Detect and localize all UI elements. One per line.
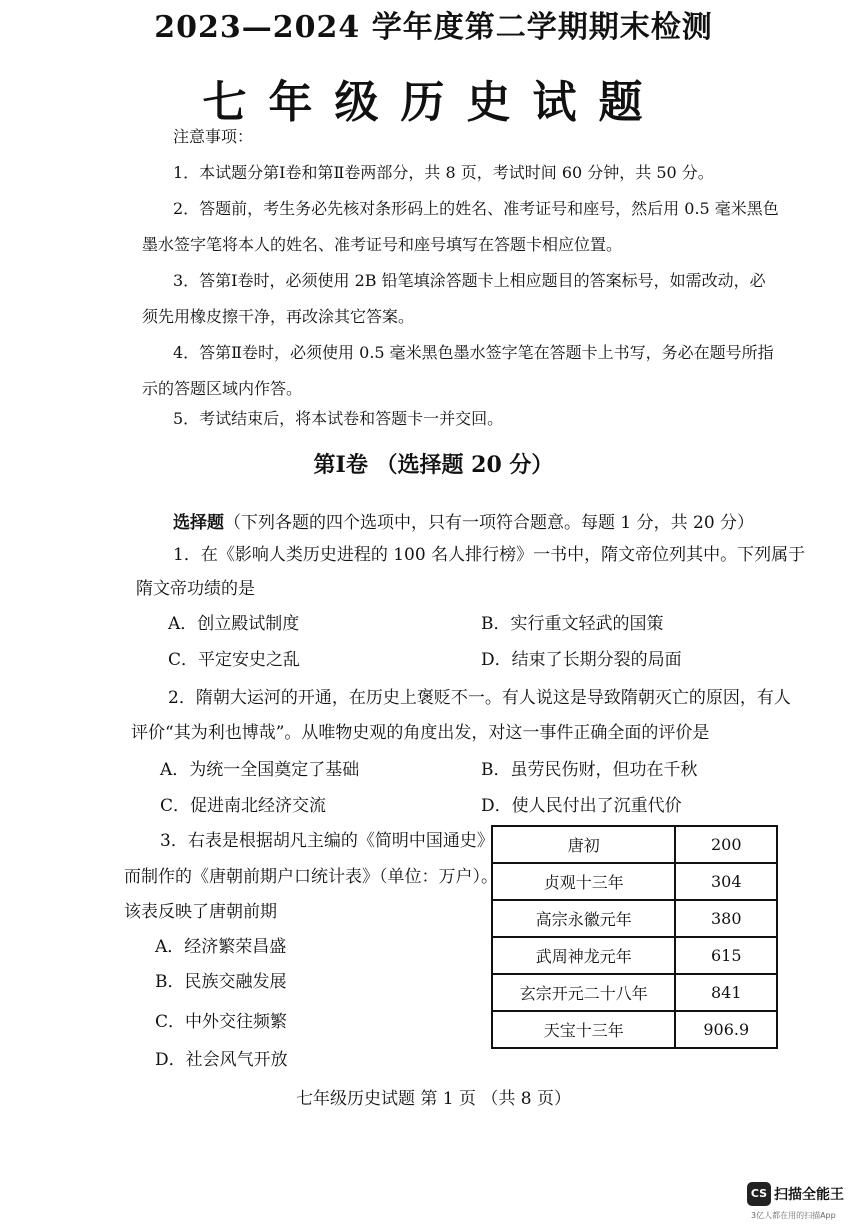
period-cell: 高宗永徽元年 bbox=[492, 900, 675, 937]
question-2-stem: 2．隋朝大运河的开通，在历史上褒贬不一。有人说这是导致隋朝灭亡的原因，有人 bbox=[168, 688, 791, 708]
table-row bbox=[492, 826, 777, 863]
question-2-option-d: D．使人民付出了沉重代价 bbox=[481, 796, 682, 816]
question-3-option-a: A．经济繁荣昌盛 bbox=[155, 937, 287, 957]
question-1-option-d: D．结束了长期分裂的局面 bbox=[481, 650, 682, 670]
instruction-text: （下列各题的四个选项中，只有一项符合题意。每题 1 分，共 20 分） bbox=[224, 513, 755, 533]
question-2-option-b: B．虽劳民伤财，但功在千秋 bbox=[481, 760, 698, 780]
notice-line: 示的答题区域内作答。 bbox=[142, 379, 303, 398]
question-1-option-b: B．实行重文轻武的国策 bbox=[481, 614, 664, 634]
question-3-stem: 3．右表是根据胡凡主编的《简明中国通史》 bbox=[160, 831, 494, 851]
value-cell: 906.9 bbox=[675, 1011, 777, 1048]
table-row bbox=[492, 863, 777, 900]
household-statistics-table bbox=[491, 825, 778, 1049]
question-1-option-a: A．创立殿试制度 bbox=[168, 614, 300, 634]
period-cell: 玄宗开元二十八年 bbox=[492, 974, 675, 1011]
question-3-option-c: C．中外交往频繁 bbox=[155, 1012, 288, 1032]
question-3-stem: 而制作的《唐朝前期户口统计表》（单位：万户）。 bbox=[124, 867, 498, 887]
notice-title: 注意事项： bbox=[173, 127, 254, 146]
period-cell: 天宝十三年 bbox=[492, 1011, 675, 1048]
value-cell: 841 bbox=[675, 974, 777, 1011]
notice-line: 2．答题前，考生务必先核对条形码上的姓名、准考证号和座号，然后用 0.5 毫米黑色 bbox=[173, 199, 779, 218]
question-2-stem: 评价“其为利也博哉”。从唯物史观的角度出发，对这一事件正确全面的评价是 bbox=[131, 723, 710, 743]
section-instruction bbox=[173, 508, 754, 533]
table-row bbox=[492, 900, 777, 937]
exam-title: 2023—2024 学年度第二学期期末检测 bbox=[154, 10, 713, 45]
scanner-watermark bbox=[747, 1182, 844, 1220]
question-2-option-a: A．为统一全国奠定了基础 bbox=[160, 760, 360, 780]
period-cell: 武周神龙元年 bbox=[492, 937, 675, 974]
value-cell: 304 bbox=[675, 863, 777, 900]
table-row bbox=[492, 974, 777, 1011]
table-row bbox=[492, 1011, 777, 1048]
period-cell: 贞观十三年 bbox=[492, 863, 675, 900]
camscanner-logo-icon: CS bbox=[747, 1182, 771, 1206]
watermark-tagline: 3亿人都在用的扫描App bbox=[751, 1211, 836, 1220]
page-footer: 七年级历史试题 第 1 页 （共 8 页） bbox=[295, 1089, 572, 1109]
period-cell: 唐初 bbox=[492, 826, 675, 863]
value-cell: 200 bbox=[675, 826, 777, 863]
instruction-label: 选择题 bbox=[173, 513, 224, 533]
question-3-option-b: B．民族交融发展 bbox=[155, 972, 287, 992]
paper-title: 七年级历史试题 bbox=[202, 77, 665, 128]
question-1-stem: 隋文帝功绩的是 bbox=[136, 579, 255, 599]
question-1-stem: 1．在《影响人类历史进程的 100 名人排行榜》一书中，隋文帝位列其中。下列属于 bbox=[173, 545, 806, 565]
notice-line: 5．考试结束后，将本试卷和答题卡一并交回。 bbox=[173, 409, 504, 428]
question-3-stem: 该表反映了唐朝前期 bbox=[124, 902, 277, 922]
notice-line: 墨水签字笔将本人的姓名、准考证号和座号填写在答题卡相应位置。 bbox=[142, 235, 623, 254]
watermark-name: 扫描全能王 bbox=[774, 1187, 844, 1203]
value-cell: 615 bbox=[675, 937, 777, 974]
notice-line: 须先用橡皮擦干净，再改涂其它答案。 bbox=[142, 307, 415, 326]
question-2-option-c: C．促进南北经济交流 bbox=[160, 796, 327, 816]
question-1-option-c: C．平定安史之乱 bbox=[168, 650, 301, 670]
question-3-option-d: D．社会风气开放 bbox=[155, 1050, 288, 1070]
value-cell: 380 bbox=[675, 900, 777, 937]
table-row bbox=[492, 937, 777, 974]
notice-line: 4．答第Ⅱ卷时，必须使用 0.5 毫米黑色墨水签字笔在答题卡上书写，务必在题号所指 bbox=[173, 343, 774, 362]
notice-line: 1．本试题分第Ⅰ卷和第Ⅱ卷两部分，共 8 页，考试时间 60 分钟，共 50 分。 bbox=[173, 163, 714, 182]
section-title: 第Ⅰ卷 （选择题 20 分） bbox=[313, 452, 554, 478]
notice-line: 3．答第Ⅰ卷时，必须使用 2B 铅笔填涂答题卡上相应题目的答案标号，如需改动，必 bbox=[173, 271, 766, 290]
